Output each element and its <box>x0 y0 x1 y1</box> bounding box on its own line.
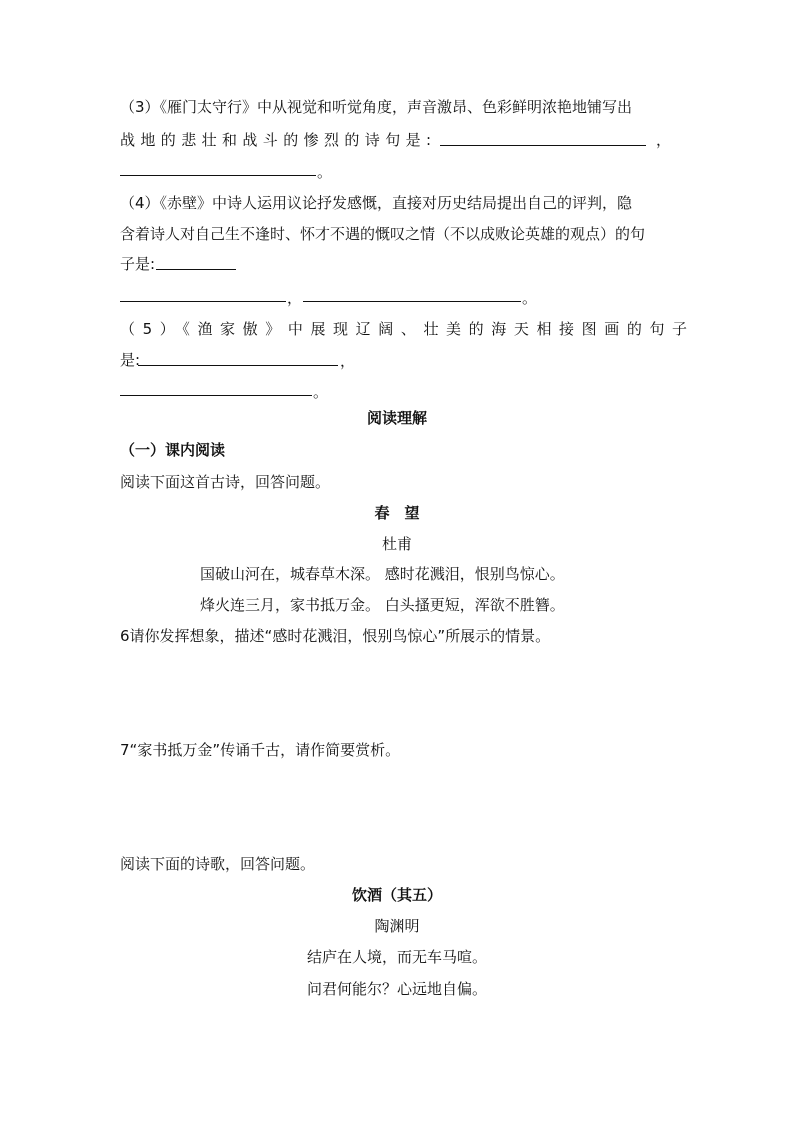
q5-comma: ， <box>340 352 356 370</box>
q4-line-3 <box>120 254 155 274</box>
q4-line-1 <box>120 193 632 213</box>
q5-text-2: 是: <box>120 351 141 369</box>
q5-line-1 <box>120 319 695 339</box>
question-6: 6请你发挥想象，描述“感时花溅泪，恨别鸟惊心”所展示的情景。 <box>120 627 551 645</box>
section-subtitle: （一）课内阅读 <box>120 441 226 459</box>
q4-text-1: （4）《赤壁》中诗人运用议论抒发感慨，直接对历史结局提出自己的评判，隐 <box>120 194 633 212</box>
poem1-line-2: 烽火连三月，家书抵万金。 白头搔更短，浑欲不胜簪。 <box>200 596 565 614</box>
q3-answer-blank-2[interactable] <box>120 160 316 176</box>
poem2-line-2: 问君何能尔？心远地自偏。 <box>306 980 487 998</box>
q3-text-1: （3）《雁门太守行》中从视觉和听觉角度，声音激昂、色彩鲜明浓艳地铺写出 <box>120 98 633 116</box>
q4-answer-blank-3[interactable] <box>303 286 521 302</box>
q5-text-1: （5）《渔家傲》中展现辽阔、壮美的海天相接图画的句子 <box>120 320 695 338</box>
q3-line-2 <box>120 130 436 150</box>
q5-end: 。 <box>313 383 329 401</box>
poem2-intro: 阅读下面的诗歌，回答问题。 <box>120 855 316 873</box>
section-title: 阅读理解 <box>366 409 427 427</box>
q4-answer-blank-1[interactable] <box>156 254 236 270</box>
question-7: 7“家书抵万金”传诵千古，请作简要赏析。 <box>120 741 401 759</box>
q3-end: 。 <box>317 163 333 181</box>
poem1-author: 杜甫 <box>381 535 412 553</box>
q4-text-2: 含着诗人对自己生不逢时、怀才不遇的慨叹之情（不以成败论英雄的观点）的句 <box>120 225 646 243</box>
poem1-intro: 阅读下面这首古诗，回答问题。 <box>120 473 331 491</box>
q3-comma: ， <box>656 131 672 149</box>
poem2-title: 饮酒（其五） <box>351 886 442 904</box>
poem1-line-1: 国破山河在，城春草木深。 感时花溅泪，恨别鸟惊心。 <box>200 565 565 583</box>
poem2-line-1: 结庐在人境，而无车马喧。 <box>306 948 487 966</box>
q5-answer-blank-1[interactable] <box>138 350 338 366</box>
q3-line-1 <box>120 97 632 117</box>
q4-line-2 <box>120 224 645 244</box>
q5-answer-blank-2[interactable] <box>120 380 312 396</box>
q4-text-3: 子是: <box>120 255 156 273</box>
q3-answer-blank-1[interactable] <box>440 130 646 146</box>
q4-comma: ， <box>287 289 303 307</box>
poem1-title: 春 望 <box>374 504 420 522</box>
q3-text-2: 战地的悲壮和战斗的惨烈的诗句是: <box>120 131 437 149</box>
poem2-author: 陶渊明 <box>374 917 420 935</box>
q4-answer-blank-2[interactable] <box>120 286 286 302</box>
q4-end: 。 <box>522 289 538 307</box>
